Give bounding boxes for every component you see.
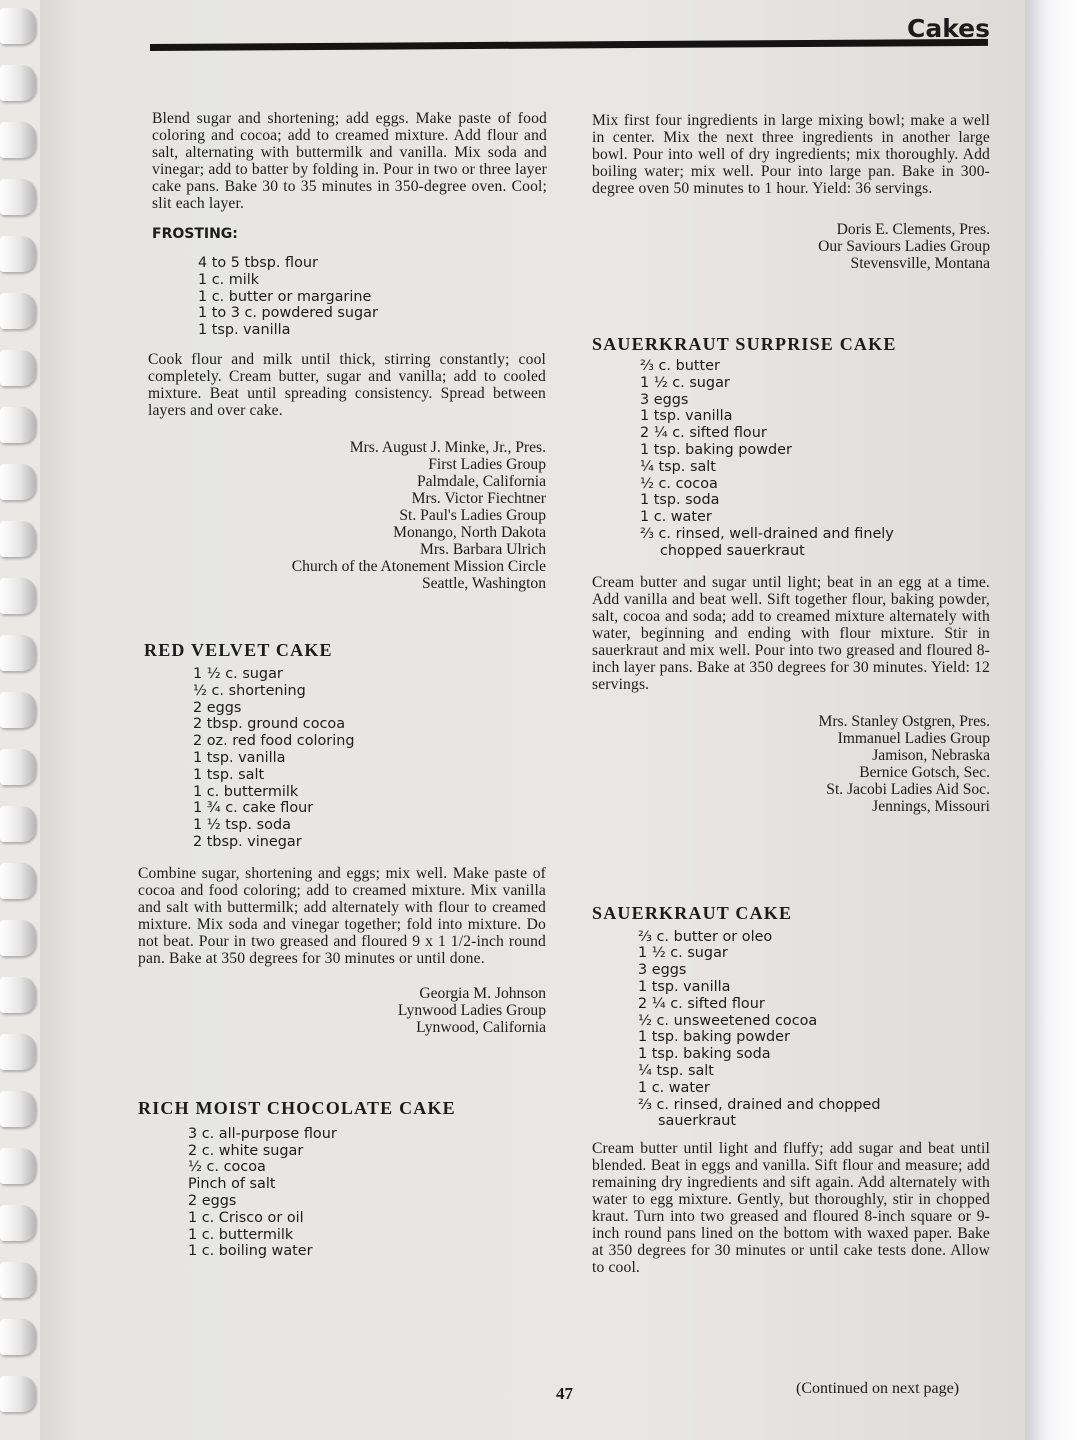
attribution-line: Jamison, Nebraska	[872, 746, 990, 764]
ingredient-item: 4 to 5 tbsp. flour	[198, 255, 318, 271]
ingredient-item: 1 tsp. vanilla	[638, 978, 731, 995]
red-velvet-attribution	[138, 985, 546, 1036]
ingredient-item: 2 oz. red food coloring	[193, 733, 355, 750]
attribution-line: Georgia M. Johnson	[419, 984, 546, 1002]
attribution-line: Jennings, Missouri	[872, 797, 990, 815]
ingredient-item: 1 ½ tsp. soda	[193, 817, 291, 834]
spiral-ring	[0, 1319, 36, 1355]
ingredient-item: 1 tsp. vanilla	[193, 749, 286, 766]
ingredient-item: 1 tsp. salt	[193, 766, 265, 783]
ingredient-item: 1 c. water	[638, 1079, 710, 1096]
ingredient-item: ⅔ c. butter	[640, 358, 720, 374]
spiral-ring	[0, 578, 36, 614]
attribution-line: Lynwood, California	[416, 1018, 546, 1036]
spiral-ring	[0, 122, 36, 158]
rich-moist-directions: Mix first four ingredients in large mixing bowl; make a well in center. Mix the next three ingredients in another large bowl. Pour into well of dry ingredients; mix thoroughly. Add boiling water; mix well. Pour into large pan. Bake in 300-degree oven 50 minutes to 1 hour. Yield: 36 servings.	[592, 112, 990, 197]
ingredient-item: 3 eggs	[640, 391, 689, 408]
ingredient-item: ½ c. cocoa	[640, 475, 718, 492]
spiral-ring	[0, 692, 36, 728]
red-velvet-title: RED VELVET CAKE	[144, 639, 333, 660]
spiral-binding	[0, 0, 40, 1440]
spiral-ring	[0, 521, 36, 557]
ingredient-item: ¼ tsp. salt	[638, 1062, 714, 1079]
ingredient-item: 1 ½ c. sugar	[193, 665, 283, 682]
background-surface	[1025, 0, 1080, 1440]
spiral-ring	[0, 8, 36, 44]
continued-note: (Continued on next page)	[796, 1380, 960, 1397]
spiral-ring	[0, 293, 36, 329]
ingredient-item: ½ c. shortening	[193, 682, 306, 699]
ingredient-item: 1 c. buttermilk	[188, 1226, 294, 1243]
spiral-ring	[0, 1376, 36, 1412]
ingredient-item: ⅔ c. butter or oleo	[638, 928, 773, 945]
attribution-line: Lynwood Ladies Group	[397, 1001, 546, 1019]
spiral-ring	[0, 179, 36, 215]
page-number: 47	[556, 1384, 573, 1403]
sauerkraut-cake-ingredient-list	[638, 929, 990, 1131]
attribution-line: Church of the Atonement Mission Circle	[291, 557, 546, 575]
sauerkraut-surprise-attribution	[592, 713, 990, 815]
spiral-ring	[0, 635, 36, 671]
sauerkraut-cake-directions: Cream butter until light and fluffy; add sugar and beat until blended. Beat in eggs and vanilla. Sift flour and measure; add remaining dry ingredients and sift again. Add alternately with water to egg mixture. Gently, but thoroughly, stir in chopped kraut. Turn into two greased and floured 8-inch square or 9-inch round pans lined on the bottom with waxed paper. Bake at 350 degrees for 30 minutes or until cake tests done. Allow to cool.	[592, 1140, 990, 1277]
spiral-ring	[0, 1205, 36, 1241]
right-column	[592, 112, 990, 1276]
ingredient-item	[640, 526, 990, 560]
frosting-ingredient-list	[198, 255, 550, 339]
attribution-line: Doris E. Clements, Pres.	[836, 221, 990, 238]
rich-moist-attribution	[592, 221, 990, 272]
spiral-ring	[0, 977, 36, 1013]
spiral-ring	[0, 1091, 36, 1127]
rich-moist-ingredient-list	[188, 1126, 550, 1260]
attribution-line: Monango, North Dakota	[393, 523, 546, 541]
ingredient-item: 1 tsp. soda	[640, 492, 720, 509]
ingredient-item: 1 c. boiling water	[188, 1243, 313, 1260]
ingredient-item: 1 c. water	[640, 509, 712, 526]
ingredient-item: 1 tsp. vanilla	[640, 408, 733, 425]
attribution-line: Stevensville, Montana	[850, 255, 990, 272]
attribution-line: St. Paul's Ladies Group	[399, 506, 546, 524]
spiral-ring	[0, 1034, 36, 1070]
spiral-ring	[0, 65, 36, 101]
ingredient-item: 2 tbsp. vinegar	[193, 833, 302, 850]
frosting-directions: Cook flour and milk until thick, stirring constantly; cool completely. Cream butter, sugar and vanilla; add to cooled mixture. Beat until spreading consistency. Spread between layers and over cake.	[148, 350, 546, 419]
ingredient-item: 3 c. all-purpose flour	[188, 1125, 337, 1142]
ingredient-item: 1 to 3 c. powdered sugar	[198, 305, 378, 322]
ingredient-item: 1 tsp. baking soda	[638, 1046, 771, 1063]
attribution-line: St. Jacobi Ladies Aid Soc.	[826, 780, 990, 798]
ingredient-item: 2 tbsp. ground cocoa	[193, 716, 346, 733]
ingredient-item: 2 eggs	[193, 699, 242, 716]
sauerkraut-surprise-title: SAUERKRAUT SURPRISE CAKE	[592, 334, 897, 354]
ingredient-item: 1 c. butter or margarine	[198, 288, 372, 305]
spiral-ring	[0, 749, 36, 785]
ingredient-item: ½ c. unsweetened cocoa	[638, 1012, 818, 1029]
attribution-line: Mrs. August J. Minke, Jr., Pres.	[349, 438, 546, 456]
rich-moist-chocolate-title: RICH MOIST CHOCOLATE CAKE	[138, 1097, 456, 1118]
ingredient-item: 1 ½ c. sugar	[640, 374, 730, 391]
red-velvet-directions: Combine sugar, shortening and eggs; mix well. Make paste of cocoa and food coloring; add to creamed mixture. Mix vanilla and salt with buttermilk; add alternately with flour to creamed mixture. Mix soda and vinegar together; fold into mixture. Do not beat. Pour in two greased and floured 9 x 1 1/2-inch round pan. Bake at 350 degrees for 30 minutes or until done.	[138, 864, 546, 967]
attribution-line: Bernice Gotsch, Sec.	[859, 763, 990, 781]
spiral-ring	[0, 236, 36, 272]
sauerkraut-surprise-directions: Cream butter and sugar until light; beat in an egg at a time. Add vanilla and beat well. Sift together flour, baking powder, salt, cocoa and soda; add to creamed mixture alternately with water, beginning and ending with flour mixture. Stir in sauerkraut and mix well. Pour into two greased and floured 8-inch layer pans. Bake at 350 degrees for 30 minutes. Yield: 12 servings.	[592, 573, 990, 693]
red-velvet-ingredient-list	[193, 666, 550, 851]
frosting-recipe-intro: Blend sugar and shortening; add eggs. Make paste of food coloring and cocoa; add to creamed mixture. Add flour and salt, alternating with buttermilk and vanilla. Mix soda and vinegar; add to batter by folding in. Pour in two or three layer cake pans. Bake 30 to 35 minutes in 350-degree oven. Cool; slit each layer.	[152, 110, 547, 212]
ingredient-item: 1 tsp. baking powder	[640, 441, 792, 458]
attribution-line: Our Saviours Ladies Group	[818, 238, 990, 255]
spiral-ring	[0, 1262, 36, 1298]
attribution-line: Immanuel Ladies Group	[837, 729, 990, 747]
ingredient-item: ½ c. cocoa	[188, 1159, 266, 1176]
attribution-line: Seattle, Washington	[421, 574, 546, 592]
ingredient-item: 3 eggs	[638, 962, 687, 979]
spiral-ring	[0, 806, 36, 842]
ingredient-item: 1 tsp. baking powder	[638, 1029, 790, 1046]
ingredient-item	[638, 1097, 990, 1131]
ingredient-item: 1 ¾ c. cake flour	[193, 800, 314, 817]
sauerkraut-cake-title: SAUERKRAUT CAKE	[592, 902, 793, 923]
ingredient-text: ⅔ c. rinsed, drained and chopped	[638, 1096, 881, 1113]
ingredient-item: 2 ¼ c. sifted flour	[638, 995, 765, 1012]
ingredient-item: ¼ tsp. salt	[640, 458, 716, 475]
ingredient-item: 2 c. white sugar	[188, 1142, 304, 1159]
ingredient-text: ⅔ c. rinsed, well-drained and finely	[640, 525, 894, 542]
attribution-line: Mrs. Barbara Ulrich	[419, 540, 546, 558]
ingredient-continuation: chopped sauerkraut	[660, 542, 805, 559]
ingredient-item: 1 tsp. vanilla	[198, 322, 291, 339]
ingredient-item: 1 c. Crisco or oil	[188, 1209, 304, 1226]
ingredient-item: 2 ¼ c. sifted flour	[640, 425, 767, 442]
attribution-line: Palmdale, California	[416, 472, 546, 490]
ingredient-item: 1 c. milk	[198, 271, 260, 288]
frosting-attribution	[138, 439, 546, 592]
ingredient-continuation: sauerkraut	[658, 1113, 737, 1130]
spiral-ring	[0, 464, 36, 500]
frosting-heading: FROSTING:	[152, 226, 238, 242]
left-column	[138, 110, 550, 1260]
ingredient-item: 1 c. buttermilk	[193, 783, 299, 800]
sauerkraut-surprise-ingredient-list	[640, 358, 990, 560]
ingredient-item: 1 ½ c. sugar	[638, 945, 728, 962]
section-title: Cakes	[906, 14, 990, 43]
ingredient-item: 2 eggs	[188, 1192, 237, 1209]
spiral-ring	[0, 407, 36, 443]
attribution-line: Mrs. Victor Fiechtner	[411, 489, 546, 507]
spiral-ring	[0, 920, 36, 956]
spiral-ring	[0, 863, 36, 899]
ingredient-item: Pinch of salt	[188, 1176, 276, 1193]
spiral-ring	[0, 350, 36, 386]
attribution-line: Mrs. Stanley Ostgren, Pres.	[818, 712, 990, 730]
attribution-line: First Ladies Group	[428, 455, 546, 473]
spiral-ring	[0, 1148, 36, 1184]
